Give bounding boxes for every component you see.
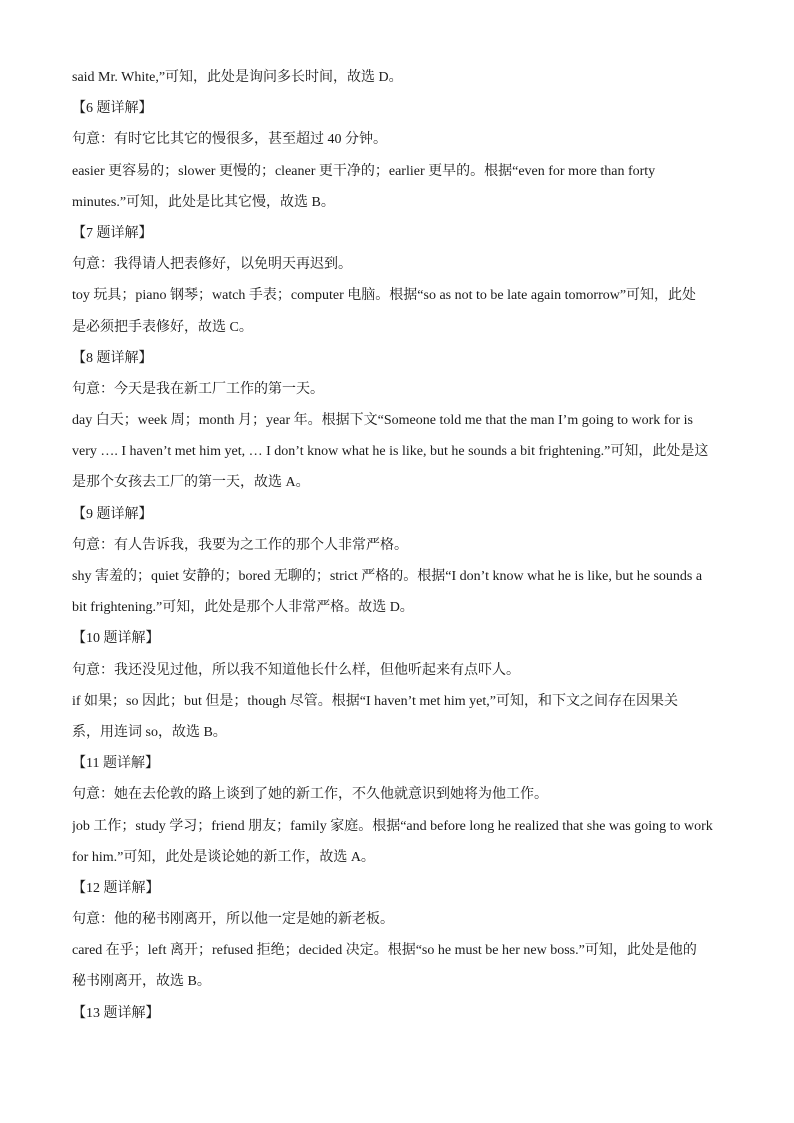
question-heading: 【10 题详解】 — [72, 631, 160, 647]
question-heading: 【7 题详解】 — [72, 225, 153, 241]
question-heading: 【13 题详解】 — [72, 1005, 160, 1021]
text-line: for him.”可知，此处是谈论她的新工作，故选 A。 — [72, 849, 375, 865]
text-line: toy 玩具；piano 钢琴；watch 手表；computer 电脑。根据“so as not to be late again tomorrow”可知，此处 — [72, 288, 697, 304]
text-line: 句意：我得请人把表修好，以免明天再迟到。 — [72, 257, 352, 273]
text-line: 系，用连词 so，故选 B。 — [72, 724, 227, 740]
text-line: said Mr. White,”可知，此处是询问多长时间，故选 D。 — [72, 70, 403, 85]
question-heading: 【12 题详解】 — [72, 880, 160, 896]
question-heading: 【11 题详解】 — [72, 756, 159, 772]
text-line: job 工作；study 学习；friend 朋友；family 家庭。根据“and before long he realized that she was going to work — [72, 818, 713, 834]
text-line: 秘书刚离开，故选 B。 — [72, 974, 211, 990]
text-line: bit frightening.”可知，此处是那个人非常严格。故选 D。 — [72, 600, 414, 616]
text-line: very …. I haven’t met him yet, … I don’t know what he is like, but he sounds a bit frightening.”可知，此处是这 — [72, 444, 709, 460]
text-line: day 白天；week 周；month 月；year 年。根据下文“Someone told me that the man I’m going to work for is — [72, 413, 693, 429]
text-line: cared 在乎；left 离开；refused 拒绝；decided 决定。根据“so he must be her new boss.”可知，此处是他的 — [72, 943, 697, 959]
text-line: 句意：今天是我在新工厂工作的第一天。 — [72, 381, 324, 397]
question-heading: 【9 题详解】 — [72, 506, 153, 522]
text-line: 是必须把手表修好，故选 C。 — [72, 319, 253, 335]
text-line: easier 更容易的；slower 更慢的；cleaner 更干净的；earlier 更早的。根据“even for more than forty — [72, 163, 656, 179]
question-heading: 【8 题详解】 — [72, 350, 153, 366]
document-page — [72, 62, 724, 1029]
text-line: 是那个女孩去工厂的第一天，故选 A。 — [72, 475, 310, 491]
text-line: 句意：有人告诉我，我要为之工作的那个人非常严格。 — [72, 537, 408, 553]
text-line: 句意：他的秘书刚离开，所以他一定是她的新老板。 — [72, 912, 394, 928]
text-line: minutes.”可知，此处是比其它慢，故选 B。 — [72, 194, 335, 210]
text-line: 句意：我还没见过他，所以我不知道他长什么样，但他听起来有点吓人。 — [72, 662, 520, 678]
text-line: shy 害羞的；quiet 安静的；bored 无聊的；strict 严格的。根据“I don’t know what he is like, but he sounds a — [72, 569, 703, 584]
text-line: 句意：她在去伦敦的路上谈到了她的新工作，不久他就意识到她将为他工作。 — [72, 787, 548, 803]
question-heading: 【6 题详解】 — [72, 101, 153, 117]
text-line: 句意：有时它比其它的慢很多，甚至超过 40 分钟。 — [72, 132, 387, 148]
text-line: if 如果；so 因此；but 但是；though 尽管。根据“I haven’t met him yet,”可知，和下文之间存在因果关 — [72, 693, 678, 709]
